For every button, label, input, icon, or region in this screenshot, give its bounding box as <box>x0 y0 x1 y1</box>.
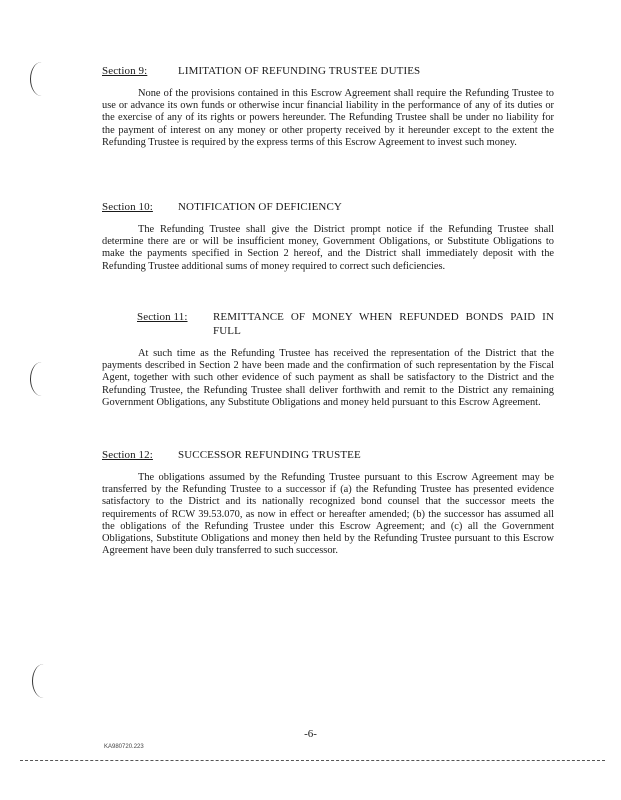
section-11 <box>102 310 554 409</box>
page-number: -6- <box>304 728 317 740</box>
section-number: Section 11: <box>137 311 188 323</box>
section-number: Section 12: <box>102 449 153 461</box>
section-10 <box>102 200 554 273</box>
section-title: REMITTANCE OF MONEY WHEN REFUNDED BONDS PAID IN FULL <box>213 311 554 337</box>
section-body: The obligations assumed by the Refunding Trustee pursuant to this Escrow Agreement may be transferred by the Refunding Trustee to a successor if (a) the Refunding Trustee has presented evidence satisfactory to the District and its nationally recognized bond counsel that the successor meets the requirements of RCW 39.53.070, as now in effect or hereafter amended; (b) the successor has assumed all the obligations of the Refunding Trustee under this Escrow Agreement; and (c) all the Government Obligations, Substitute Obligations and money then held by the Refunding Trustee pursuant to this Escrow Agreement have been duly transferred to such successor. <box>102 472 554 557</box>
section-heading <box>102 200 554 214</box>
section-title: SUCCESSOR REFUNDING TRUSTEE <box>178 449 361 461</box>
section-heading <box>102 448 554 462</box>
punch-hole-mark <box>32 664 55 698</box>
section-heading <box>102 310 554 338</box>
section-9 <box>102 64 554 149</box>
section-body: At such time as the Refunding Trustee has received the representation of the District that the payments described in Section 2 have been made and the confirmation of such representation by the Fiscal Agent, together with such other evidence of such payment as shall be satisfactory to the District and the Refunding Trustee, the Refunding Trustee shall deliver forthwith and remit to the District any remaining Government Obligations, any Substitute Obligations and money held pursuant to this Escrow Agreement. <box>102 348 554 408</box>
punch-hole-mark <box>30 362 53 396</box>
section-12 <box>102 448 554 557</box>
section-body: None of the provisions contained in this Escrow Agreement shall require the Refunding Trustee to use or advance its own funds or otherwise incur financial liability in the performance of any of its duties or the exercise of any of its rights or powers hereunder. The Refunding Trustee shall be under no liability for the payment of interest on any money or other property received by it hereunder except to the extent the Refunding Trustee is required by the express terms of this Escrow Agreement to invest such money. <box>102 88 554 148</box>
section-number: Section 10: <box>102 201 153 213</box>
section-body: The Refunding Trustee shall give the District prompt notice if the Refunding Trustee shall determine there are or will be insufficient money, Government Obligations, or Substitute Obligations to make the payments specified in Section 2 hereof, and the District shall immediately deposit with the Refunding Trustee additional sums of money required to correct such deficiencies. <box>102 224 554 272</box>
scan-artifact-line <box>20 760 605 761</box>
document-code: KA980720.223 <box>104 744 144 750</box>
section-title: LIMITATION OF REFUNDING TRUSTEE DUTIES <box>178 65 421 77</box>
punch-hole-mark <box>30 62 53 96</box>
section-title: NOTIFICATION OF DEFICIENCY <box>178 201 342 213</box>
section-number: Section 9: <box>102 65 148 77</box>
section-heading <box>102 64 554 78</box>
